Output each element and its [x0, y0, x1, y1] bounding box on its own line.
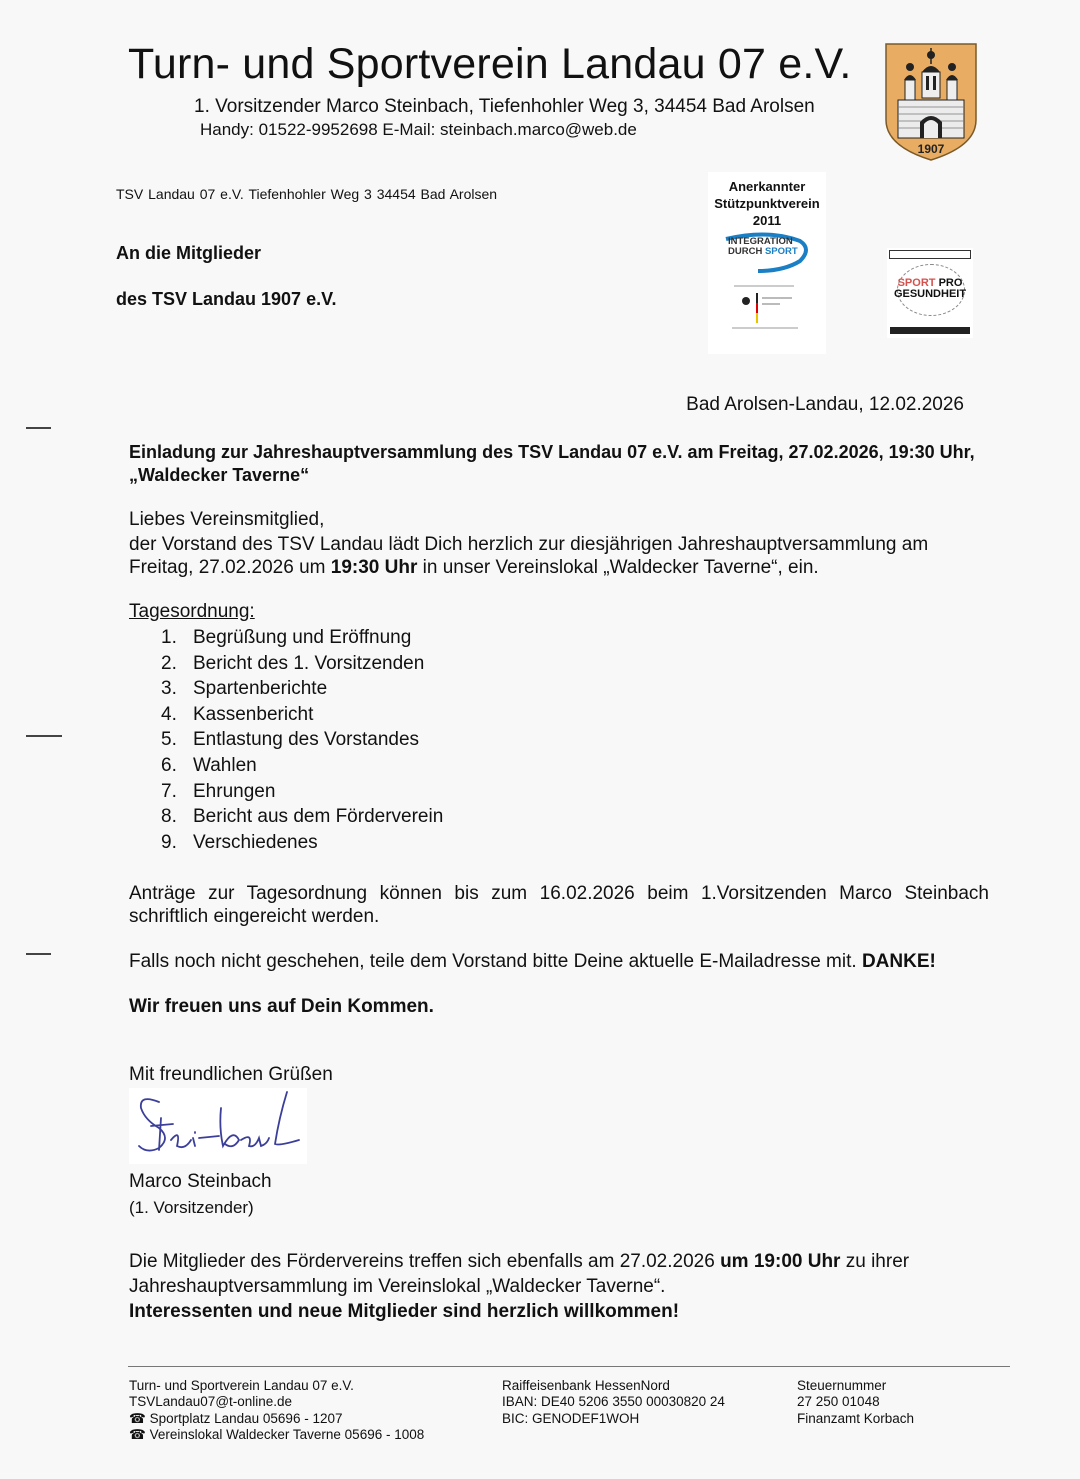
foerderverein-text-1: Die Mitglieder des Fördervereins treffen sich ebenfalls am 27.02.2026 [129, 1251, 721, 1272]
intro-time: 19:30 Uhr [330, 557, 418, 578]
welcome-statement: Interessenten und neue Mitglieder sind herzlich willkommen! [129, 1301, 680, 1322]
agenda-item: 2. Bericht des 1. Vorsitzenden [161, 652, 425, 674]
phone-icon: ☎ [129, 1410, 146, 1426]
intro-text-1: der Vorstand des TSV Landau lädt Dich herzlich zur diesjährigen Jahreshauptversammlung am Freitag, 27.02.2026 um [129, 534, 929, 578]
agenda-item: 7. Ehrungen [161, 780, 276, 802]
logo-brand-2a: DURCH [728, 246, 765, 257]
logo-sport: SPORT [897, 277, 936, 289]
logo-line-1: Anerkannter [728, 179, 806, 194]
intro-text-2: in unser Vereinslokal „Waldecker Taverne“, ein. [417, 557, 819, 578]
sender-address-line: TSV Landau 07 e.V. Tiefenhohler Weg 3 34454 Bad Arolsen [116, 186, 498, 202]
footer-bic: BIC: GENODEF1WOH [502, 1410, 640, 1426]
footer-divider [128, 1366, 1010, 1367]
logo-line-3: 2011 [752, 213, 782, 228]
agenda-item: 8. Bericht aus dem Förderverein [161, 806, 444, 828]
signature-role: (1. Vorsitzender) [129, 1198, 254, 1217]
agenda-item: 9. Verschiedenes [161, 831, 318, 853]
recipient-line-1: An die Mitglieder [116, 243, 262, 263]
footer-phone-vereinslokal: ☎ Vereinslokal Waldecker Taverne 05696 - 1008 [129, 1426, 425, 1442]
letterhead-contact: Handy: 01522-9952698 E-Mail: steinbach.marco@web.de [200, 120, 637, 139]
signoff: Mit freundlichen Grüßen [129, 1064, 333, 1085]
email-request [129, 950, 989, 973]
agenda-item: 1. Begrüßung und Eröffnung [161, 627, 412, 648]
handwritten-signature [129, 1088, 307, 1164]
intro-paragraph [129, 533, 989, 579]
logo-gesundheit: GESUNDHEIT [893, 288, 967, 300]
fold-mark-top [26, 427, 51, 429]
closing-statement: Wir freuen uns auf Dein Kommen. [129, 996, 434, 1017]
email-request-thanks: DANKE! [861, 951, 936, 972]
logo-pro: PRO [938, 277, 963, 289]
footer-tax-office: Finanzamt Korbach [797, 1410, 915, 1426]
recipient-line-2: des TSV Landau 1907 e.V. [116, 289, 337, 309]
motions-paragraph: Anträge zur Tagesordnung können bis zum 16.02.2026 beim 1.Vorsitzenden Marco Steinbach schriftlich eingereicht werden. [129, 883, 989, 927]
letter-date: Bad Arolsen-Landau, 12.02.2026 [686, 394, 964, 415]
signature-name: Marco Steinbach [129, 1171, 272, 1192]
footer-iban: IBAN: DE40 5206 3550 00030820 24 [502, 1394, 725, 1410]
agenda-item: 3. Spartenberichte [161, 678, 328, 700]
letter-subject: Einladung zur Jahreshauptversammlung des TSV Landau 07 e.V. am Freitag, 27.02.2026, 19:30 Uhr, „Waldecker Taverne“ [129, 442, 975, 485]
letterhead-chairman-address: 1. Vorsitzender Marco Steinbach, Tiefenhohler Weg 3, 34454 Bad Arolsen [194, 96, 815, 117]
letterhead-title: Turn- und Sportverein Landau 07 e.V. [128, 40, 852, 88]
footer-club-info [129, 1378, 424, 1443]
logo-line-2: Stützpunktverein [714, 196, 820, 211]
fold-mark-bottom [26, 953, 51, 955]
federal-eagle-icon [708, 275, 826, 331]
foerderverein-paragraph [129, 1249, 989, 1299]
greeting: Liebes Vereinsmitglied, [129, 509, 325, 530]
footer-bank-info [502, 1378, 725, 1427]
logo-brand-1: INTEGRATION [728, 236, 793, 247]
footer-bank-name: Raiffeisenbank HessenNord [502, 1378, 670, 1393]
phone-icon: ☎ [129, 1426, 146, 1442]
foerderverein-time: um 19:00 Uhr [720, 1251, 841, 1272]
footer-phone-sportplatz: ☎ Sportplatz Landau 05696 - 1207 [129, 1410, 343, 1426]
integration-durch-sport-logo [708, 172, 826, 354]
footer-tax-info [797, 1378, 914, 1427]
email-request-text: Falls noch nicht geschehen, teile dem Vorstand bitte Deine aktuelle E-Mailadresse mit. [129, 951, 862, 972]
footer-club-name: Turn- und Sportverein Landau 07 e.V. [129, 1378, 354, 1393]
agenda-item: 6. Wahlen [161, 754, 257, 776]
footer-tax-label: Steuernummer [797, 1378, 887, 1393]
agenda-title: Tagesordnung: [129, 601, 255, 622]
club-crest-logo [884, 42, 978, 162]
footer-tax-number: 27 250 01048 [797, 1394, 880, 1410]
logo-brand-2b: SPORT [764, 246, 798, 257]
foerderverein-text-2: zu ihrer Jahreshauptversammlung im Vereinslokal „Waldecker Taverne“. [129, 1251, 910, 1297]
footer-club-email[interactable]: TSVLandau07@t-online.de [129, 1394, 293, 1410]
punch-mark-center [26, 735, 62, 737]
agenda-item: 4. Kassenbericht [161, 703, 314, 725]
agenda-item: 5. Entlastung des Vorstandes [161, 729, 420, 751]
sport-pro-gesundheit-logo [887, 248, 973, 338]
crest-year: 1907 [917, 142, 945, 156]
agenda-list [161, 625, 443, 855]
